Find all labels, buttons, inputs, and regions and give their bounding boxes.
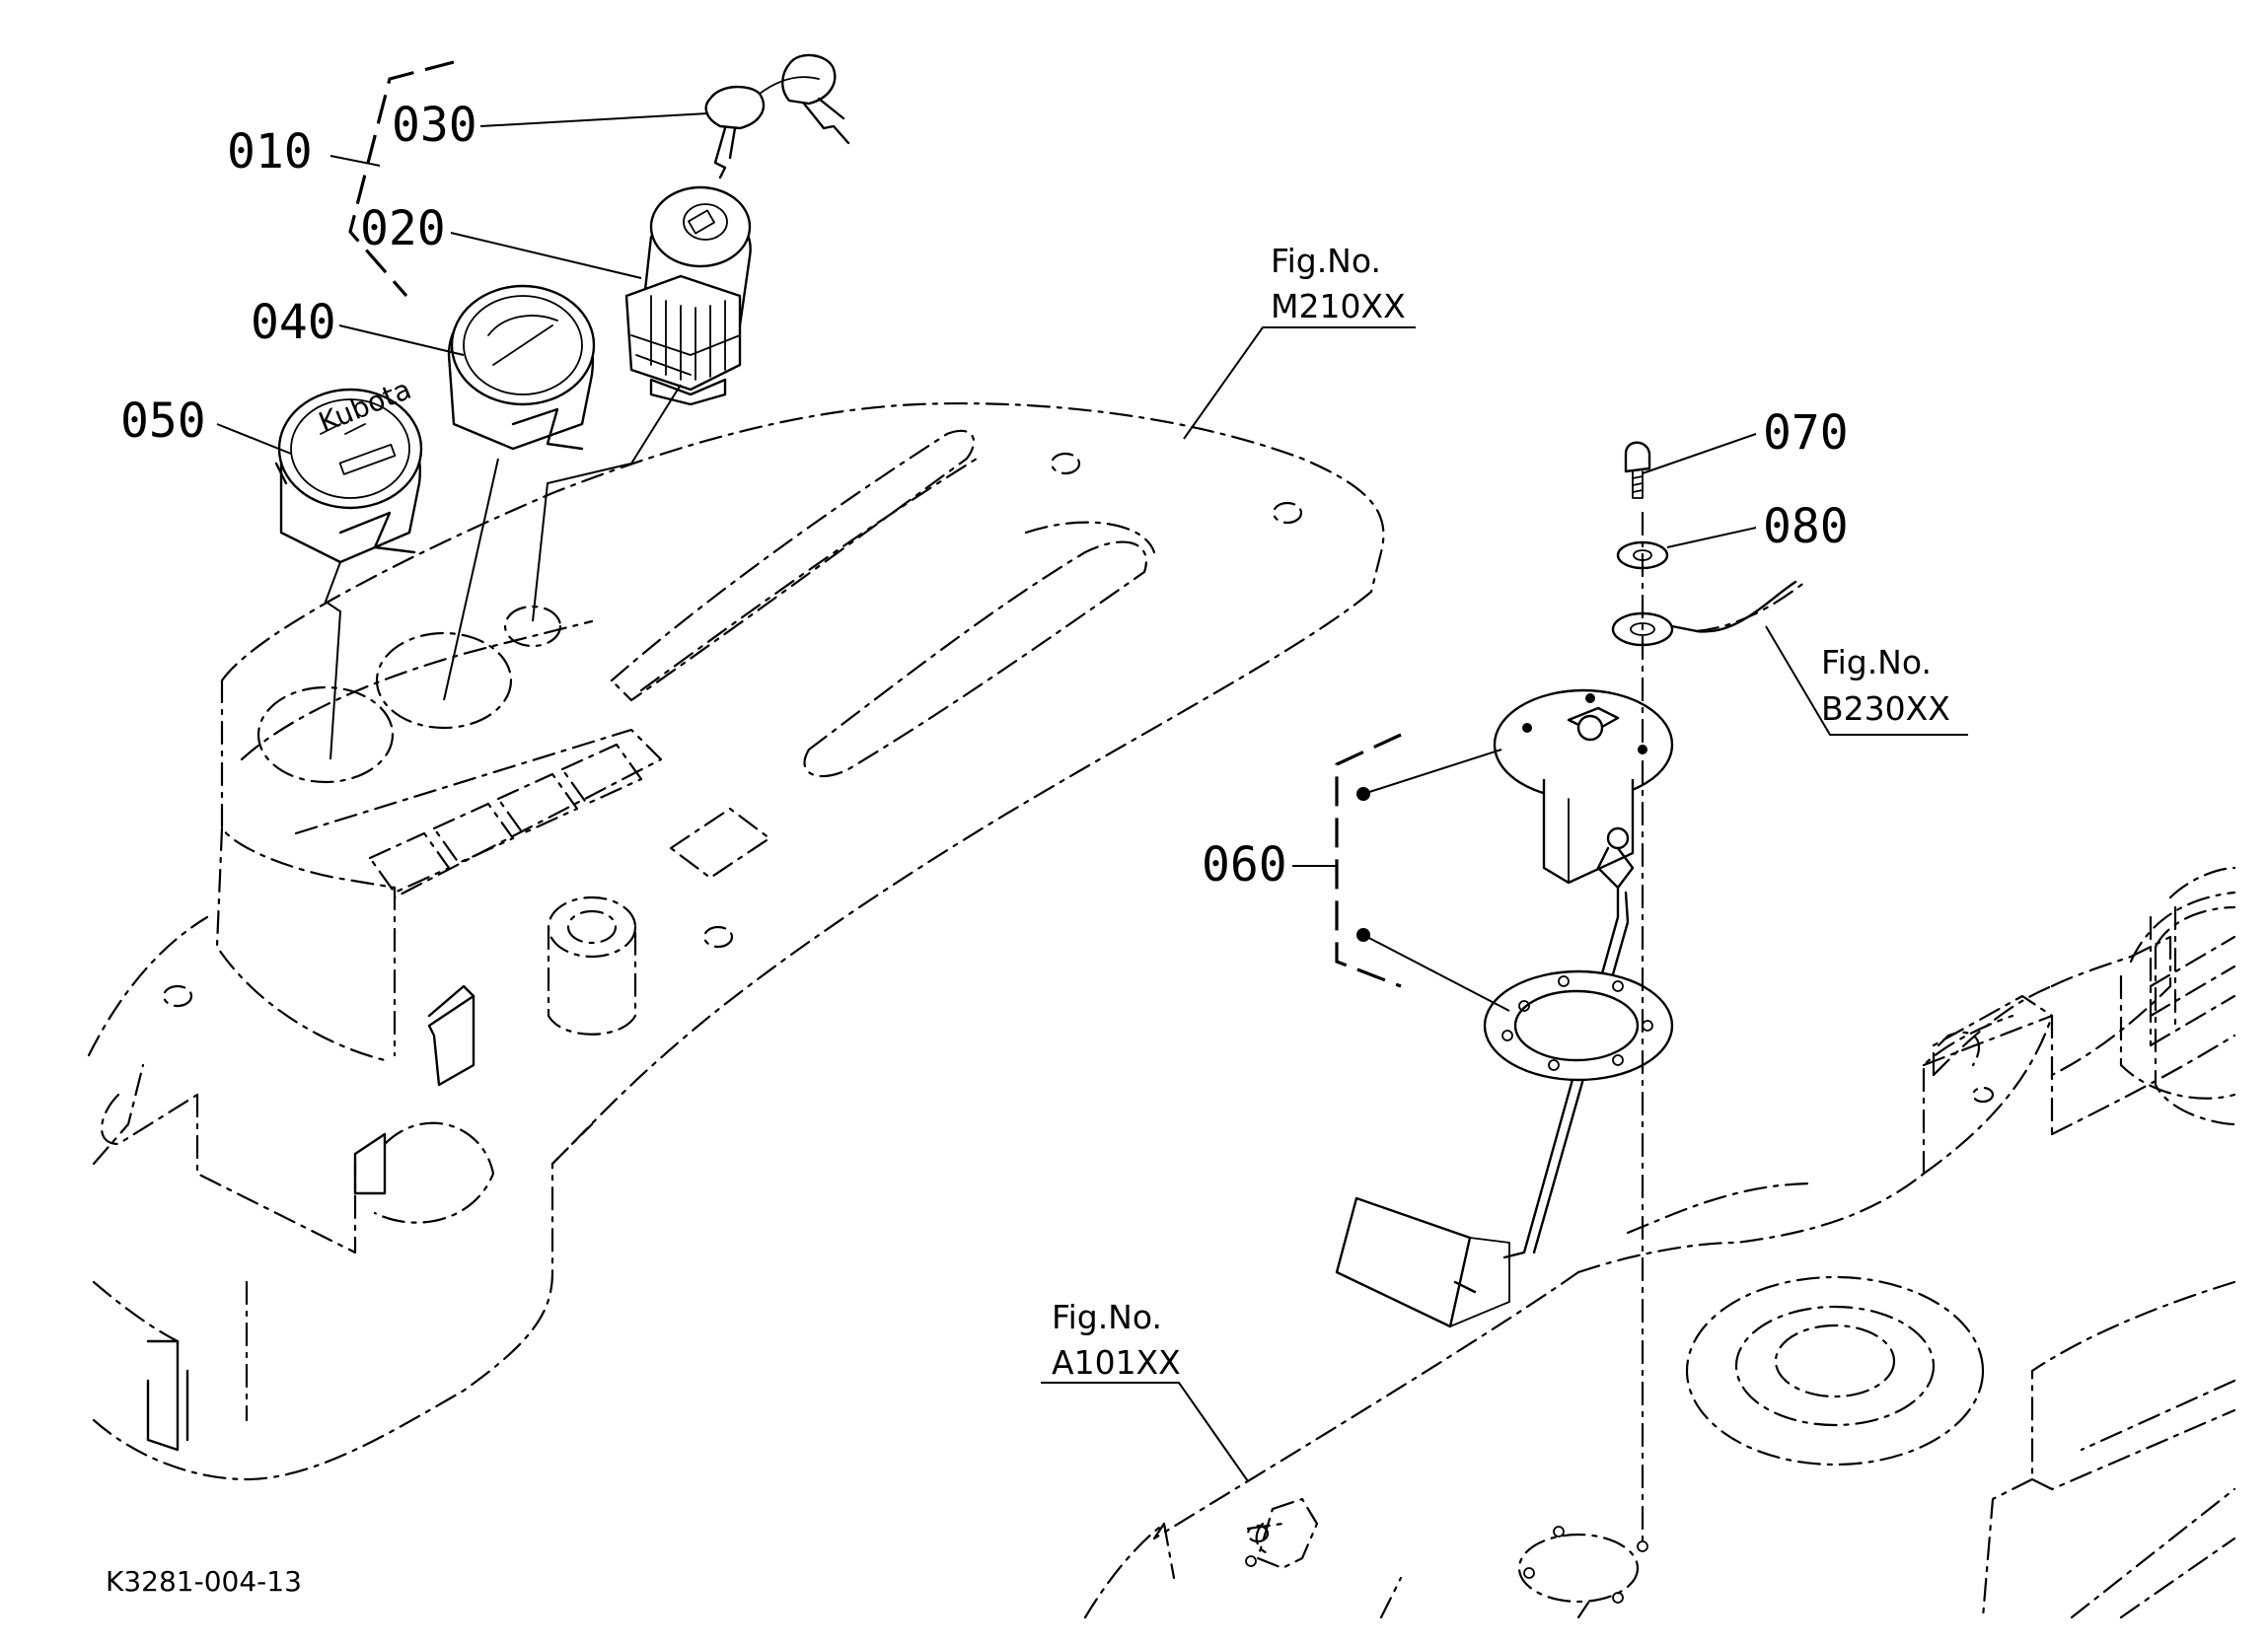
ignition-keys xyxy=(706,55,848,178)
callout-080: 080 xyxy=(1763,499,1849,554)
callout-020: 020 xyxy=(360,201,446,256)
fig-ref-b230-line1: Fig.No. xyxy=(1821,643,1932,681)
figure-reference-m210 xyxy=(1271,242,1406,325)
fig-ref-b230-line2: B230XX xyxy=(1821,689,1950,728)
screw xyxy=(1626,443,1649,498)
callout-050: 050 xyxy=(120,394,206,449)
svg-text:Kubota: Kubota xyxy=(314,373,416,440)
fig-ref-m210-line1: Fig.No. xyxy=(1271,242,1381,280)
callout-010: 010 xyxy=(227,124,313,179)
figure-reference-b230 xyxy=(1821,643,1950,728)
key-switch xyxy=(626,187,751,404)
dashboard-panel xyxy=(89,403,1383,1479)
callout-060: 060 xyxy=(1202,837,1287,893)
fuel-gauge xyxy=(449,286,594,449)
callout-040: 040 xyxy=(251,295,336,350)
hour-meter-gauge xyxy=(276,373,421,562)
fuel-tank xyxy=(1085,868,2234,1617)
fig-ref-m210-line2: M210XX xyxy=(1271,287,1406,325)
callout-070: 070 xyxy=(1763,405,1849,461)
fig-ref-a101-line2: A101XX xyxy=(1052,1343,1181,1382)
figure-reference-a101 xyxy=(1052,1298,1181,1382)
callout-030: 030 xyxy=(392,98,477,153)
fig-ref-a101-line1: Fig.No. xyxy=(1052,1298,1162,1336)
leader-lines xyxy=(217,62,1968,1481)
drawing-code: K3281-004-13 xyxy=(106,1565,302,1598)
